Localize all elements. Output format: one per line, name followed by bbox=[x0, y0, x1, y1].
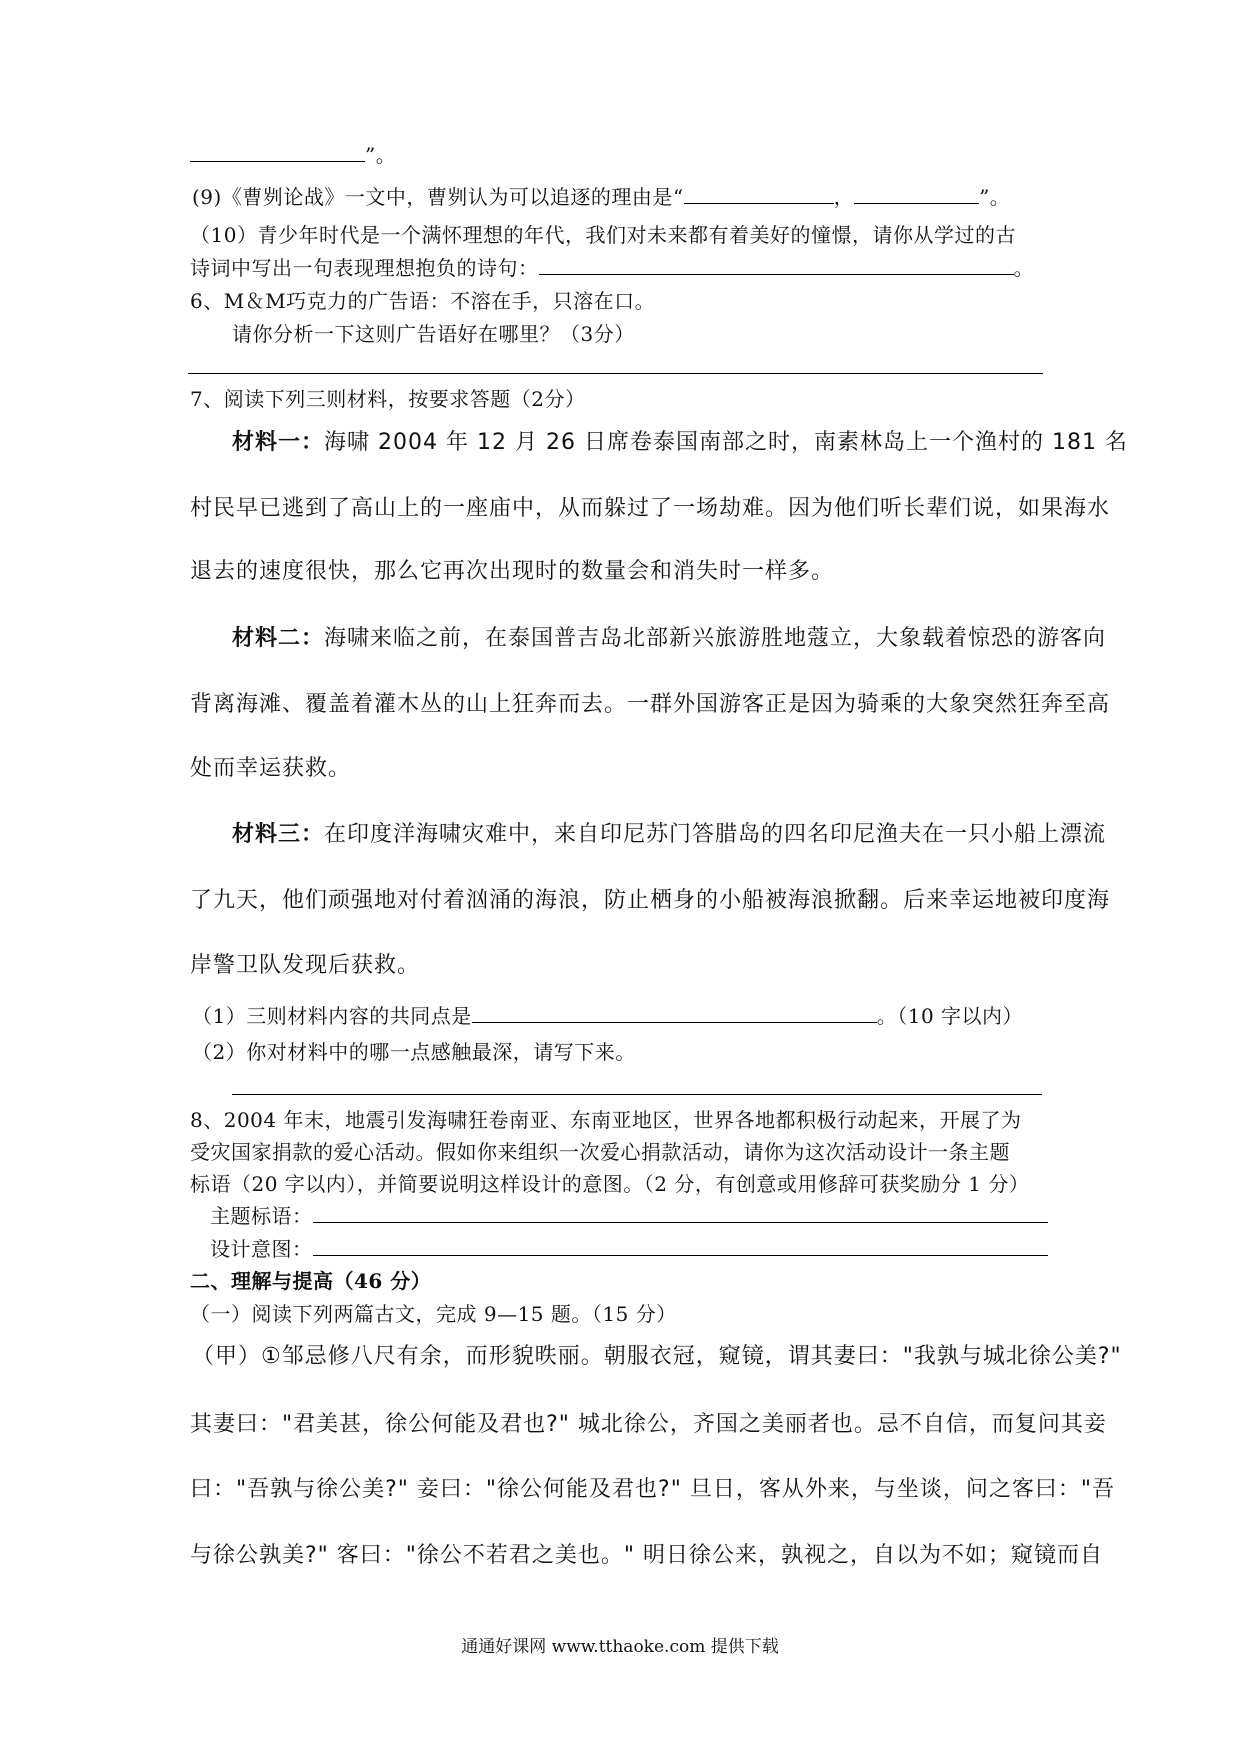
q6-line2: 请你分析一下这则广告语好在哪里？（3分） bbox=[232, 322, 635, 346]
passage-jia-line1: （甲）①邹忌修八尺有余，而形貌昳丽。朝服衣冠，窥镜，谓其妻曰："我孰与城北徐公美?" bbox=[192, 1344, 1122, 1369]
material-2-line3: 处而幸运获救。 bbox=[190, 756, 352, 781]
q9-text: (9)《曹刿论战》一文中，曹刿认为可以追逐的理由是“ bbox=[192, 185, 684, 209]
section-2-title: 二、理解与提高（46 分） bbox=[190, 1269, 432, 1293]
material-3-text: 在印度洋海啸灾难中，来自印尼苏门答腊岛的四名印尼渔夫在一只小船上漂流 bbox=[324, 822, 1107, 847]
q6-line1: 6、M＆M巧克力的广告语：不溶在手，只溶在口。 bbox=[190, 289, 656, 313]
q8-line3: 标语（20 字以内），并简要说明这样设计的意图。（2 分，有创意或用修辞可获奖励分 1 分） bbox=[190, 1172, 1030, 1196]
q7-sub1 bbox=[192, 1002, 1023, 1029]
material-2-text: 海啸来临之前，在泰国普吉岛北部新兴旅游胜地蔻立，大象载着惊恐的游客向 bbox=[324, 626, 1107, 651]
page-footer: 通通好课网 www.tthaoke.com 提供下载 bbox=[461, 1637, 779, 1657]
intent-blank[interactable] bbox=[313, 1235, 1048, 1256]
q8-line1: 8、2004 年末，地震引发海啸狂卷南亚、东南亚地区，世界各地都积极行动起来，开展了为 bbox=[190, 1108, 1022, 1132]
q10-prompt: 诗词中写出一句表现理想抱负的诗句： bbox=[190, 256, 539, 280]
q8-slogan-row bbox=[210, 1202, 1048, 1229]
q7-sub2-answer-rule[interactable] bbox=[232, 1094, 1042, 1095]
material-3-label: 材料三： bbox=[232, 822, 325, 847]
material-2-line1 bbox=[232, 626, 1106, 652]
q10-line1: （10）青少年时代是一个满怀理想的年代，我们对未来都有着美好的憧憬，请你从学过的古 bbox=[190, 223, 1016, 247]
q6-answer-rule[interactable] bbox=[188, 373, 1043, 374]
passage-jia-line3: 曰："吾孰与徐公美?" 妾曰："徐公何能及君也?" 旦日，客从外来，与坐谈，问之客曰："吾 bbox=[190, 1477, 1115, 1502]
answer-blank[interactable] bbox=[854, 183, 979, 204]
q9-tail: ”。 bbox=[979, 185, 1011, 209]
q9-sep: ， bbox=[833, 185, 855, 209]
answer-blank[interactable] bbox=[684, 183, 834, 204]
q10-tail: 。 bbox=[1013, 256, 1034, 280]
material-3-line2: 了九天，他们顽强地对付着汹涌的海浪，防止栖身的小船被海浪掀翻。后来幸运地被印度海 bbox=[190, 888, 1111, 913]
q8-line2: 受灾国家捐款的爱心活动。假如你来组织一次爱心捐款活动，请你为这次活动设计一条主题 bbox=[190, 1140, 1010, 1164]
passage-jia-line2: 其妻曰："君美甚，徐公何能及君也?" 城北徐公，齐国之美丽者也。忌不自信，而复问其妾 bbox=[190, 1412, 1107, 1437]
q7-sub2: （2）你对材料中的哪一点感触最深，请写下来。 bbox=[192, 1040, 636, 1064]
material-3-line1 bbox=[232, 822, 1106, 848]
answer-blank[interactable] bbox=[472, 1002, 877, 1023]
q10-line2 bbox=[190, 254, 1034, 281]
material-1-text: 海啸 2004 年 12 月 26 日席卷泰国南部之时，南素林岛上一个渔村的 181 名 bbox=[324, 430, 1128, 455]
answer-blank[interactable] bbox=[539, 254, 1014, 275]
q5-answer-line bbox=[190, 141, 396, 168]
q7-sub1-tail: 。（10 字以内） bbox=[876, 1004, 1024, 1028]
material-1-line2: 村民早已逃到了高山上的一座庙中，从而躲过了一场劫难。因为他们听长辈们说，如果海水 bbox=[190, 496, 1111, 521]
material-2-label: 材料二： bbox=[232, 626, 325, 651]
q7-sub1-text: （1）三则材料内容的共同点是 bbox=[192, 1004, 472, 1028]
q9-line bbox=[192, 183, 1010, 210]
material-1-label: 材料一： bbox=[232, 430, 325, 455]
section-2-sub: （一）阅读下列两篇古文，完成 9—15 题。（15 分） bbox=[190, 1302, 677, 1326]
intent-label: 设计意图： bbox=[210, 1237, 313, 1261]
q5-tail: ”。 bbox=[365, 143, 397, 167]
q8-intent-row bbox=[210, 1235, 1048, 1262]
passage-jia-line4: 与徐公孰美?" 客曰："徐公不若君之美也。" 明日徐公来，孰视之，自以为不如；窥镜而自 bbox=[190, 1543, 1104, 1568]
material-2-line2: 背离海滩、覆盖着灌木丛的山上狂奔而去。一群外国游客正是因为骑乘的大象突然狂奔至高 bbox=[190, 692, 1111, 717]
answer-blank[interactable] bbox=[190, 141, 365, 162]
material-1-line1 bbox=[232, 430, 1128, 456]
slogan-blank[interactable] bbox=[313, 1202, 1048, 1223]
q7-intro: 7、阅读下列三则材料，按要求答题（2分） bbox=[190, 387, 586, 411]
material-1-line3: 退去的速度很快，那么它再次出现时的数量会和消失时一样多。 bbox=[190, 559, 835, 584]
material-3-line3: 岸警卫队发现后获救。 bbox=[190, 953, 421, 978]
slogan-label: 主题标语： bbox=[210, 1204, 313, 1228]
